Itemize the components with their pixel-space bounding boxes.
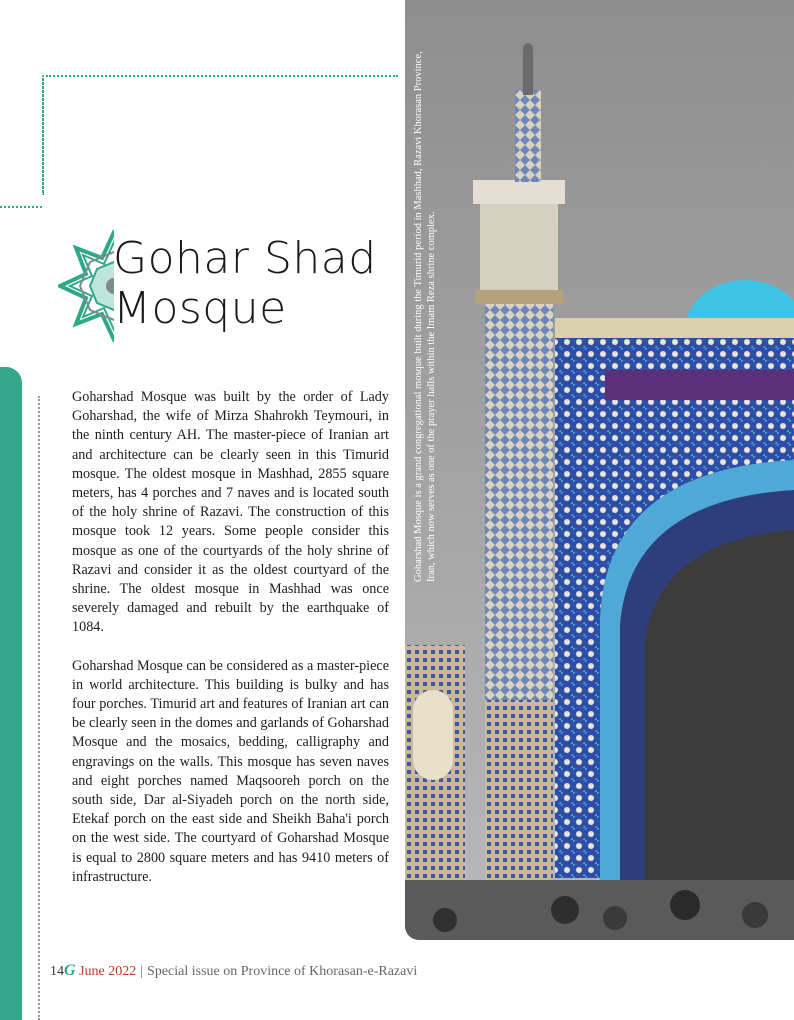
star-ornament-icon (58, 230, 114, 342)
side-accent-bar (0, 367, 22, 1020)
decorative-dotted-line (46, 75, 398, 77)
body-paragraph: Goharshad Mosque was built by the order of Lady Goharshad, the wife of Mirza Shahrokh Teymouri, in the ninth century AH. The master-piece of Iranian art and architecture can be clearly seen in this Timurid mosque. The oldest mosque in Mashhad, 2855 square meters, has 4 porches and 7 naves and is located south of the holy shrine of Razavi. The construction of this mosque took 12 years. Some people consider this mosque as one of the courtyards of the holy shrine of Razavi and consider it as the oldest courtyard of the shrine. The oldest mosque in Mashhad was once severely damaged and rebuilt by the earthquake of 1084. (72, 389, 389, 636)
magazine-logo: G (64, 962, 76, 979)
photo-caption: Goharshad Mosque is a grand congregational mosque built during the Timurid period in Mashhad, Razavi Khorasan Province, Iran, which now serves as one of the prayer halls within the Imam Reza shrine complex. (413, 51, 437, 582)
decorative-dotted-line (38, 396, 40, 1020)
mosque-photo (405, 0, 794, 940)
article-title (113, 234, 377, 334)
page-footer (50, 962, 417, 980)
decorative-dotted-line (42, 75, 44, 195)
decorative-dotted-line (0, 206, 42, 208)
issue-title: Special issue on Province of Khorasan-e-Razavi (147, 964, 418, 979)
title-line-2: Mosque (113, 283, 287, 334)
title-line-1: Gohar Shad (113, 233, 377, 284)
body-paragraph: Goharshad Mosque can be considered as a master-piece in world architecture. This building is bulky and has four porches. Timurid art and features of Iranian art can be clearly seen in the domes and garlands of Goharshad Mosque and the mosaics, bedding, calligraphy and engravings on the walls. This mosque has seven naves and eight porches named Maqsooreh porch on the south side, Dar al-Siyadeh porch on the north side, Etekaf porch on the east side and Sheikh Baha'i porch on the west side. The courtyard of Goharshad Mosque is equal to 2800 square meters and has 9410 meters of infrastructure. (72, 657, 389, 885)
issue-date: June 2022 (79, 964, 137, 979)
page-number: 14 (50, 964, 64, 979)
footer-separator: | (140, 964, 144, 979)
article-body (72, 388, 389, 906)
